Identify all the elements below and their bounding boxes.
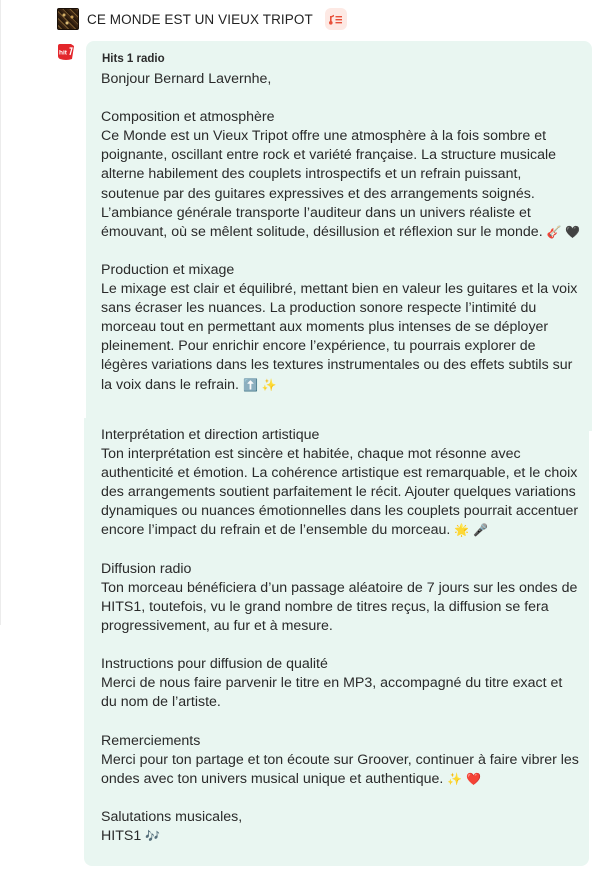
signature: HITS1 xyxy=(101,827,142,844)
message-body-part-2 xyxy=(101,426,581,846)
section-heading: Interprétation et direction artistique xyxy=(101,427,320,443)
greeting: Bonjour Bernard Lavernhe, xyxy=(101,71,272,87)
arrow-sparkles-emoji-icon: ⬆️ ✨ xyxy=(242,377,277,392)
section-body: Ton interprétation est sincère et habitée, chaque mot résonne avec authenticité et émotion. La cohérence artistique est remarquable, et le choix des arrangements soutient parfaitement le récit. Ajouter quelques variations dynamiques ou nuances émotionnelles dans les couplets pourrait accentuer encore l’impact du refrain et de l’ensemble du morceau. xyxy=(101,446,583,539)
section-heading: Composition et atmosphère xyxy=(101,109,275,126)
star-microphone-emoji-icon: 🌟 🎤 xyxy=(454,523,489,538)
section-body: Le mixage est clair et équilibré, mettant bien en valeur les guitares et la voix sans écraser les nuances. La production sonore respecte l’intimité du morceau tout en permettant aux moments plus intenses de se déployer pleinement. Pour enrichir encore l’expérience, tu pourrais explorer de légères variations dans les textures instrumentales ou des effets subtils sur la voix dans le refrain. xyxy=(101,281,582,393)
section-heading: Diffusion radio xyxy=(101,560,192,577)
sparkles-heart-emoji-icon: ✨ ❤️ xyxy=(447,771,481,786)
hits1-avatar[interactable] xyxy=(56,42,76,62)
track-title[interactable]: CE MONDE EST UN VIEUX TRIPOT xyxy=(87,11,313,27)
guitar-heart-emoji-icon: 🎸 🖤 xyxy=(546,224,581,239)
section-body: Merci pour ton partage et ton écoute sur Groover, continuer à faire vibrer les ondes avec ton univers musical unique et authentique. xyxy=(101,751,583,787)
panel-divider xyxy=(0,0,1,625)
playlist-music-icon[interactable] xyxy=(325,8,347,30)
track-cover-image[interactable] xyxy=(57,8,79,30)
section-body: Ton morceau bénéficiera d’un passage aléatoire de 7 jours sur les ondes de HITS1, toutefois, vu le grand nombre de titres reçus, la diffusion se fera progressivement, au fur et à mesure. xyxy=(101,579,582,634)
section-heading: Production et mixage xyxy=(101,261,235,278)
section-body: Merci de nous faire parvenir le titre en MP3, accompagné du titre exact et du nom de l’artiste. xyxy=(101,675,567,711)
svg-text:hit: hit xyxy=(59,49,67,57)
section-heading: Instructions pour diffusion de qualité xyxy=(101,656,328,673)
music-notes-emoji-icon: 🎶 xyxy=(145,828,161,843)
message-body-part-1 xyxy=(101,70,581,395)
sender-name: Hits 1 radio xyxy=(102,53,165,65)
section-heading: Remerciements xyxy=(101,732,201,749)
track-header[interactable] xyxy=(57,8,347,30)
closing-line: Salutations musicales, xyxy=(101,808,243,825)
section-body: Ce Monde est un Vieux Tripot offre une atmosphère à la fois sombre et poignante, oscillant entre rock et variété française. La structure musicale alterne habilement des couplets introspectifs et un refrain puissant, soutenue par des guitares expressives et des arrangements soignés. L’ambiance générale transporte l’auditeur dans un univers réaliste et émouvant, où se mêlent solitude, désillusion et réflexion sur le monde. xyxy=(101,128,560,240)
